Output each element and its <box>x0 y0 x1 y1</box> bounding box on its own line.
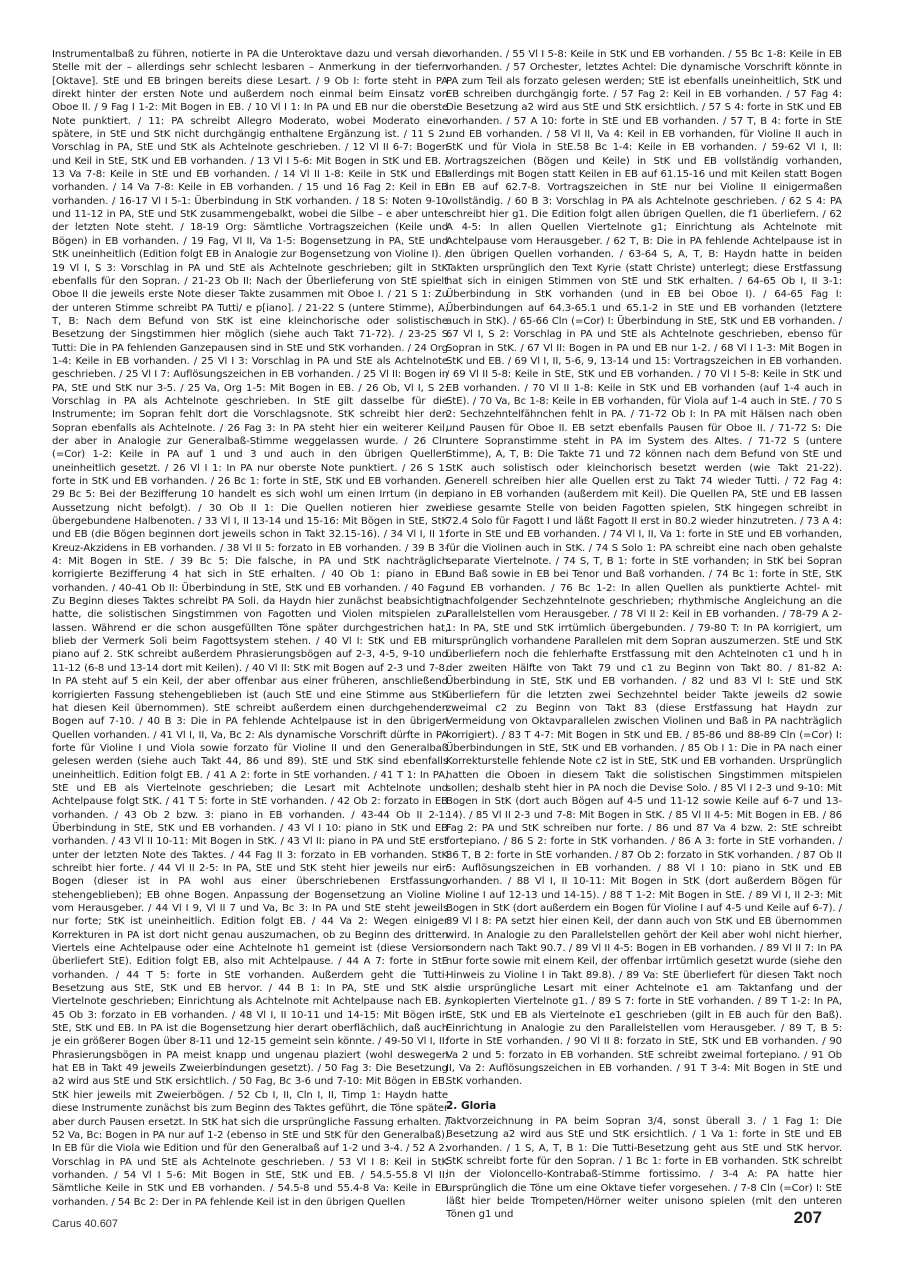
critical-report-text: Instrumentalbaß zu führen, notierte in PA die Unteroktave dazu und versah die Stelle mit der – allerdings sehr schlecht lesbaren – Anmerkung in der tiefern [Oktave]. StE und EB bringen bereits diese Lesart. / 9 Ob I: forte steht in PA direkt hinter der ersten Note und außerdem noch einmal beim Einsatz von Oboe II. / 9 Fag I 1-2: Mit Bogen in EB. / 10 Vl I 1: In PA und EB nur die oberste Note punktiert. / 11: PA schreibt Allegro Moderato, wobei Moderato eine spätere, in StE und StK nicht durchgängig enthaltene Ergänzung ist. / 11 S 2: Vorschlag in PA, StE und StK als Achtelnote geschrieben. / 12 Vl II 6-7: Bogen und Keil in StE, StK und EB vorhanden. / 13 Vl I 5-6: Mit Bogen in StK und EB. / 13 Va 7-8: Keile in StE und EB vorhanden. / 14 Vl II 1-8: Keile in StK und EB vorhanden. / 14 Va 7-8: Keile in EB vorhanden. / 15 und 16 Fag 2: Keil in EB vorhanden. / 16-17 Vl I 5-1: Überbindung in StK vorhanden. / 18 S: Noten 9-10 und 11-12 in PA, StE und StK zusammengebalkt, wobei die Silbe – e aber unter der letzten Note steht. / 18-19 Org: Sämtliche Vortragszeichen (Keile und Bögen) in EB vorhanden. / 19 Fag, Vl II, Va 1-5: Bogensetzung in PA, StE und StK uneinheitlich (Edition folgt EB in Analogie zur Bogensetzung von Violine I). / 19 Vl I, S 3: Vorschlag in PA und StE als Achtelnote geschrieben; gilt in StK ebenfalls für den Sopran. / 21-23 Ob II: Nach der Überlieferung von StE spielt Oboe II die jeweils erste Note dieser Takte zusammen mit Oboe I. / 21 S 1: Zu der unteren Stimme schreibt PA Tutti/ e p[iano]. / 21-22 S (untere Stimme), A, T, B: Nach dem Befund von StK ist eine kleinchorische oder solistische Besetzung der Singstimmen hier möglich (siehe auch Takt 71-72). / 23-25 S Tutti: Die in PA fehlenden Ganzepausen sind in StE und StK vorhanden. / 24 Org 1-4: Keile in EB vorhanden. / 25 Vl I 3: Vorschlag in PA und StE als Achtelnote geschrieben. / 25 Vl I 7: Auflösungszeichen in EB vorhanden. / 25 Vl II: Bogen in PA, StE und StK nur 3-5. / 25 Va, Org 1-5: Mit Bogen in EB. / 26 Ob, Vl I, S 2: Vorschlag in PA als Achtelnote geschrieben. In StE gilt dasselbe für die Instrumente; im Sopran fehlt dort die Vorschlagsnote. StK schreibt hier den Sopran ebenfalls als Achtelnote. / 26 Fag 3: In PA steht hier ein weiterer Keil, der aber in Analogie zur Generalbaß-Stimme weggelassen wurde. / 26 Cln (=Cor) 1-2: Keile in PA auf 1 und 3 und auch in den übrigen Quellen uneinheitlich gesetzt. / 26 Vl I 1: In PA nur oberste Note punktiert. / 26 S 1: forte in StK und EB vorhanden. / 26 Bc 1: forte in StE, StK und EB vorhanden. / 29 Bc 5: Bei der Bezifferung 10 handelt es sich wohl um einen Irrtum (in der Aussetzung nicht befolgt). / 30 Ob II 1: Die Quellen notieren hier zwei übergebundene Halbenoten. / 33 Vl I, II 13-14 und 15-16: Mit Bögen in StE, StK und EB (die Bögen beginnen dort jeweils schon in Takt 32.15-16). / 34 Vl I, II 1: Kreuz-Akzidens in EB vorhanden. / 38 Vl II 5: forzato in EB vorhanden. / 39 B 3-4: Mit Bogen in StE. / 39 Bc 5: Die falsche, in PA und StK nachträglich korrigierte Bezifferung 4 hat sich in StE erhalten. / 40 Ob 1: piano in EB vorhanden. / 40-41 Ob II: Überbindung in StE, StK und EB vorhanden. / 40 Fag: Zu Beginn dieses Taktes schreibt PA Soli. da Haydn hier zunächst beabsichtigt hatte, die solistischen Singstimmen von Fagotten und Violen mitspielen zu lassen. Während er die schon ausgefüllten Töne später durchgestrichen hat, blieb der Vermerk Soli beim Fagottsystem stehen. / 40 Vl I: StK und EB mit piano auf 2. StK schreibt außerdem Phrasierungsbögen auf 2-3, 4-5, 9-10 und 11-12 (6-8 und 13-14 dort mit Keilen). / 40 Vl II: StK mit Bogen auf 2-3 und 7-8. In PA steht auf 5 ein Keil, der aber offenbar aus einer früheren, anschließend korrigierten Fassung stehengeblieben ist (auch StE und eine Stimme aus StK hat diesen Keil übernommen). StE schreibt außerdem einen durchgehenden Bogen auf 7-10. / 40 B 3: Die in PA fehlende Achtelpause ist in den übrigen Quellen vorhanden. / 41 Vl I, II, Va, Bc 2: Als dynamische Vorschrift dürfte in PA forte für Violine I und Viola sowie forzato für Violine II und den Generalbaß gelesen werden (siehe auch Takt 44, 86 und 89). StE und StK sind ebenfalls uneinheitlich. Edition folgt EB. / 41 A 2: forte in StE vorhanden. / 41 T 1: In PA, StE und EB als Viertelnote geschrieben; die Lesart mit Achtelnote und Achtelpause folgt StK. / 41 T 5: forte in StE vorhanden. / 42 Ob 2: forzato in EB vorhanden. / 43 Ob 2 bzw. 3: piano in EB vorhanden. / 43-44 Ob II 2-1: Überbindung in StE, StK und EB vorhanden. / 43 Vl I 10: piano in StK und EB vorhanden. / 43 Vl II 10-11: Mit Bogen in StK. / 43 Vl II: piano in PA und StE erst unter der letzten Note des Taktes. / 44 Fag II 3: forzato in EB vorhanden. StK schreibt hier forte. / 44 Vl II 2-5: In PA, StE und StK steht hier jeweils nur ein Bogen (dieser ist in PA wohl aus einer überschriebenen Erstfassung stehengeblieben); EB ohne Bogen. Anpassung der Bogensetzung an Violine I vom Herausgeber. / 44 Vl I 9, Vl II 7 und Va, Bc 3: In PA und StE steht jeweils nur forte; StK ist uneinheitlich. Edition folgt EB. / 44 Va 2: Wegen einiger Korrekturen in PA ist dort nicht genau auszumachen, ob zu Beginn des dritten Viertels eine Achtelpause oder eine Achtelnote h1 gemeint ist (diese Version überliefert StE). Edition folgt EB, also mit Achtelpause. / 44 A 7: forte in StE vorhanden. / 44 T 5: forte in StE vorhanden. Außerdem geht die Tutti-Besetzung aus StE, StK und EB hervor. / 44 B 1: In PA, StE und StK als Viertelnote geschrieben; Einrichtung als Achtelnote mit Achtelpause nach EB. / 45 Ob 3: forzato in EB vorhanden. / 48 Vl I, II 10-11 und 14-15: Mit Bögen in StE, StK und EB. In PA ist die Bogensetzung hier derart oberflächlich, daß auch je ein größerer Bogen über 8-11 und 12-15 gemeint sein könnte. / 49-50 Vl I, II: Phrasierungsbögen in PA meist knapp und ungenau plaziert (wohl deswegen hat EB in Takt 49 jeweils Zweierbindungen gesetzt). / 50 Fag 3: Die Besetzung a2 wird aus StE und StK ersichtlich. / 50 Fag, Bc 3-6 und 7-10: Mit Bögen in EB. StK hier jeweils mit Zweierbögen. / 52 Cb I, II, Cln I, II, Timp 1: Haydn hatte diese Instrumente zunächst bis zum Beginn des Taktes geführt, die Töne später aber durch Pausen ersetzt. In StK hat sich die ursprüngliche Fassung erhalten. / 52 Va, Bc: Bogen in PA nur auf 1-2 (ebenso in StE und StK für den Generalbaß). In EB für die Viola wie Edition und für den Generalbaß auf 1-2 und 3-4. / 52 A 2: Vorschlag in PA und StE als Achtelnote geschrieben. / 53 Vl I 8: Keil in StK vorhanden. / 54 Vl I 5-6: Mit Bogen in StE, StK und EB. / 54.5-55.8 Vl II: Sämtliche Keile in StK und EB vorhanden. / 54.5-8 und 55.4-8 Va: Keile in EB vorhanden. / 54 Bc 2: Der in PA fehlende Keil ist in den übrigen Quellen <box>52 49 448 1208</box>
page-number: 207 <box>793 1208 822 1227</box>
section-heading: 2. Gloria <box>446 1099 497 1112</box>
critical-report-text-continued: vorhanden. / 55 Vl I 5-8: Keile in StK und EB vorhanden. / 55 Bc 1-8: Keile in EB vorhanden. / 57 Orchester, letztes Achtel: Die dynamische Vorschrift könnte in PA zum Teil als forzato gelesen werden; StE ist ebenfalls uneinheitlich, StK und EB schreiben durchgängig forte. / 57 Fag 2: Keil in EB vorhanden. / 57 Fag 4: Die Besetzung a2 wird aus StE und StK ersichtlich. / 57 S 4: forte in StK und EB vorhanden. / 57 A 10: forte in StE und EB vorhanden. / 57 T, B 4: forte in StE und EB vorhanden. / 58 Vl II, Va 4: Keil in EB vorhanden, für Violine II auch in StK und für Viola in StE.58 Bc 1-4: Keile in EB vorhanden. / 59-62 Vl I, II: Vortragszeichen (Bögen und Keile) in StK und EB vollständig vorhanden, allerdings mit Bogen statt Keilen in EB auf 61.15-16 und mit Keilen statt Bogen in EB auf 62.7-8. Vortragszeichen in StE nur bei Violine II einigermaßen vollständig. / 60 B 3: Vorschlag in PA als Achtelnote geschrieben. / 62 S 4: PA schreibt hier g1. Die Edition folgt allen übrigen Quellen, die f1 überliefern. / 62 A 4-5: In allen Quellen Viertelnote g1; Einrichtung als Achtelnote mit Achtelpause vom Herausgeber. / 62 T, B: Die in PA fehlende Achtelpause ist in den übrigen Quellen vorhanden. / 63-64 S, A, T, B: Haydn hatte in beiden Takten ursprünglich den Text Kyrie (statt Christe) unterlegt; diese Erstfassung hat sich in einigen Stimmen von StE und StK erhalten. / 64-65 Ob I, II 3-1: Überbindung in StK vorhanden (und in EB bei Oboe I). / 64-65 Fag I: Überbindungen auf 64.3-65.1 und 65.1-2 in StE und EB vorhanden (letztere auch in StK). / 65-66 Cln (=Cor) I: Überbindung in StE, StK und EB vorhanden. / 67 Vl I, S 2: Vorschlag in PA und StE als Achtelnote geschrieben, ebenso für Sopran in StK. / 67 Vl II: Bogen in PA und EB nur 1-2. / 68 Vl I 1-3: Mit Bogen in StK und EB. / 69 Vl I, II, 5-6, 9, 13-14 und 15: Vortragszeichen in EB vorhanden. / 69 Vl II 5-8: Keile in StE, StK und EB vorhanden. / 70 Vl I 5-8: Keile in StK und EB vorhanden. / 70 Vl II 1-8: Keile in StK und EB vorhanden (auf 1-4 auch in StE). / 70 Va, Bc 1-8: Keile in EB vorhanden, für Viola auf 1-4 auch in StE. / 70 S 2: Sechzehntelfähnchen fehlt in PA. / 71-72 Ob I: In PA mit Hälsen nach oben und Pausen für Oboe II. EB setzt ebenfalls Pausen für Oboe II. / 71-72 S: Die untere Sopranstimme steht in PA im System des Altes. / 71-72 S (untere Stimme), A, T, B: Die Takte 71 und 72 können nach dem Befund von StE und StK auch solistisch oder kleinchorisch besetzt werden (wie Takt 21-22). Generell schreiben hier alle Quellen erst zu Takt 74 wieder Tutti. / 72 Fag 4: piano in EB vorhanden (außerdem mit Keil). Die Quellen PA, StE und EB lassen diese gesamte Stelle von beiden Fagotten spielen, StK hingegen schreibt in 72.4 Solo für Fagott I und läßt Fagott II erst in 80.2 wieder hinzutreten. / 73 A 4: forte in StE und EB vorhanden. / 74 Vl I, II, Va 1: forte in StE und EB vorhanden, für die Violinen auch in StK. / 74 S Solo 1: PA schreibt eine nach oben gehalste separate Viertelnote. / 74 S, T, B 1: forte in StE vorhanden; in StK bei Sopran und Baß sowie in EB bei Tenor und Baß vorhanden. / 74 Bc 1: forte in StE, StK und EB vorhanden. / 76 Bc 1-2: In allen Quellen als punktierte Achtel- mit nachfolgender Sechzehntelnote geschrieben; rhythmische Angleichung an die Parallelstellen vom Herausgeber. / 78 Vl II 2: Keil in EB vorhanden. / 78-79 A 2-1: In PA, StE und StK irrtümlich übergebunden. / 79-80 T: In PA korrigiert, um ursprünglich vorhandene Parallelen mit dem Sopran auszumerzen. StE und StK überliefern noch die fehlerhafte Erstfassung mit den Achtelnoten c1 und h in der zweiten Hälfte von Takt 79 und c1 zu Beginn von Takt 80. / 81-82 A: Überbindung in StE, StK und EB vorhanden. / 82 und 83 Vl I: StE und StK überliefern für die letzten zwei Sechzehntel beider Takte jeweils d2 sowie zweimal c2 zu Beginn von Takt 83 (diese Erstfassung hat Haydn zur Vermeidung von Oktavparallelen zwischen Violinen und Baß in PA nachträglich korrigiert). / 83 T 4-7: Mit Bogen in StK und EB. / 85-86 und 88-89 Cln (=Cor) I: Überbindungen in StE, StK und EB vorhanden. / 85 Ob I 1: Die in PA nach einer Korrekturstelle fehlende Note c2 ist in StE, StK und EB vorhanden. Ursprünglich hatten die Oboen in diesem Takt die solistischen Singstimmen mitspielen sollen; deshalb steht hier in PA noch die Devise Solo. / 85 Vl I 2-3 und 9-10: Mit Bogen in StK (dort auch Bögen auf 4-5 und 11-12 sowie Keile auf 6-7 und 13-14). / 85 Vl II 2-3 und 7-8: Mit Bogen in StK. / 85 Vl II 4-5: Mit Bogen in EB. / 86 Fag 2: PA und StK schreiben nur forte. / 86 und 87 Va 4 bzw. 2: StE schreibt fortepiano. / 86 S 2: forte in StK vorhanden. / 86 A 3: forte in StE vorhanden. / 86 T, B 2: forte in StE vorhanden. / 87 Ob 2: forzato in StK vorhanden. / 87 Ob II 5: Auflösungszeichen in EB vorhanden. / 88 Vl I 10: piano in StK und EB vorhanden. / 88 Vl I, II 10-11: Mit Bogen in StK (dort außerdem Bögen für Violine I auf 12-13 und 14-15). / 88 T 1-2: Mit Bogen in StE. / 89 Vl I, II 2-3: Mit Bogen in StK (dort außerdem ein Bogen für Violine I auf 4-5 und Keile auf 6-7). / 89 Vl I 8: PA setzt hier einen Keil, der dann auch von StK und EB übernommen wird. In Analogie zu den Parallelstellen gehört der Keil aber wohl nicht hierher, sondern nach Takt 90.7. / 89 Vl II 4-5: Bogen in EB vorhanden. / 89 Vl II 7: In PA nur forte sowie mit einem Keil, der offenbar irrtümlich gesetzt wurde (siehe den Hinweis zu Violine I in Takt 89.8). / 89 Va: StE überliefert für diesen Takt noch die ursprüngliche Lesart mit einer Achtelnote e1 am Taktanfang und der synkopierten Viertelnote g1. / 89 S 7: forte in StE vorhanden. / 89 T 1-2: In PA, StE, StK und EB als Viertelnote e1 geschrieben (gilt in EB auch für den Baß). Einrichtung in Analogie zu den Parallelstellen vom Herausgeber. / 89 T, B 5: forte in StE vorhanden. / 90 Vl II 8: forzato in StE, StK und EB vorhanden. / 90 Va 2 und 5: forzato in EB vorhanden. StE schreibt zweimal fortepiano. / 91 Ob II, Va 2: Auflösungszeichen in EB vorhanden. / 91 T 3-4: Mit Bogen in StE und StK vorhanden. <box>446 49 842 1088</box>
left-column <box>52 48 448 1208</box>
gloria-notes-text: Taktvorzeichnung in PA beim Sopran 3/4, sonst überall 3. / 1 Fag 1: Die Besetzung a2 wird aus StE und StK ersichtlich. / 1 Va 1: forte in StE und EB vorhanden. / 1 S, A, T, B 1: Die Tutti-Besetzung geht aus StE und StK hervor. StK schreibt forte für den Sopran. / 1 Bc 1: forte in EB vorhanden. StK schreibt in der Violoncello-Kontrabaß-Stimme fortissimo. / 3-4 A: PA hatte hier ursprünglich die Töne um eine Oktave tiefer vorgesehen. / 7-8 Cln (=Cor) I: StE läßt hier beide Trompeten/Hörner weiter unisono spielen (mit den unteren Tönen g1 und <box>446 1115 842 1221</box>
publisher-reference: Carus 40.607 <box>52 1218 119 1230</box>
